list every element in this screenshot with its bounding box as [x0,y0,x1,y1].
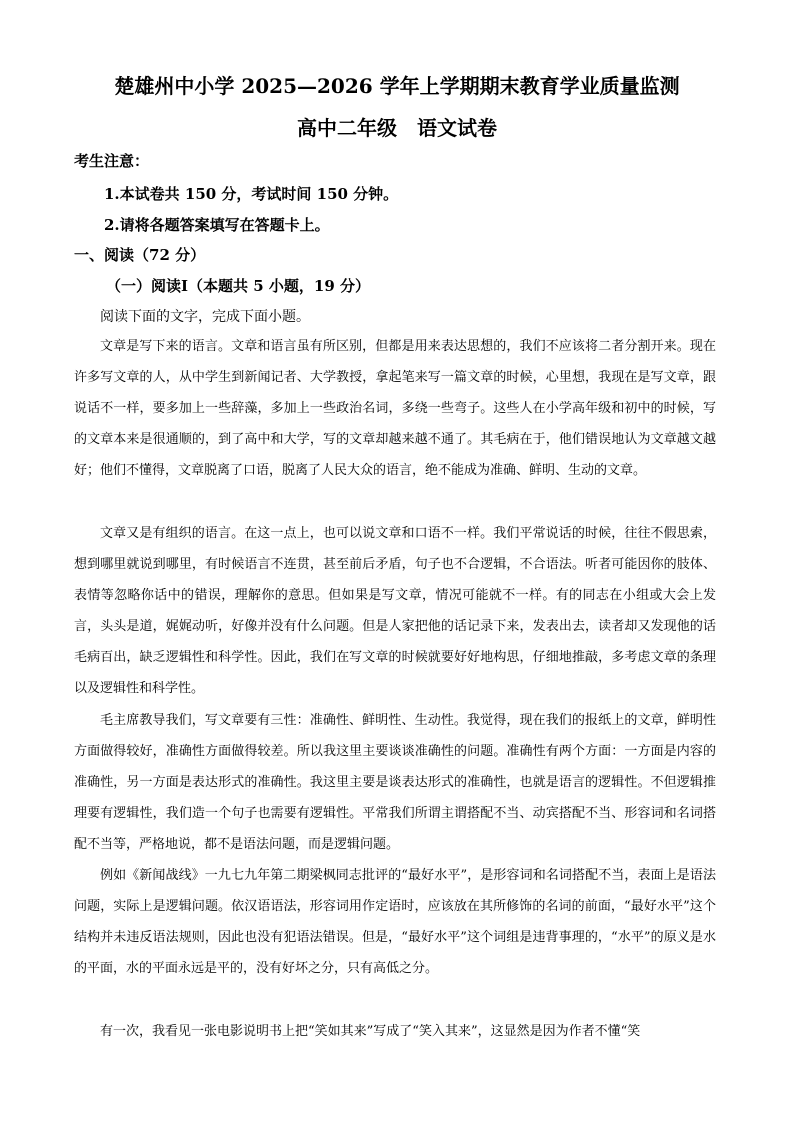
reading-instruction: 阅读下面的文字，完成下面小题。 [100,309,310,325]
passage-paragraph-3: 毛主席教导我们，写文章要有三性：准确性、鲜明性、生动性。我觉得，现在我们的报纸上的文章，鲜明性方面做得较好，准确性方面做得较差。所以我这里主要谈谈准确性的问题。准确性有两个方面：一方面是内容的准确性，另一方面是表达形式的准确性。我这里主要是谈表达形式的准确性，也就是语言的逻辑性。不但逻辑推理要有逻辑性，我们造一个句子也需要有逻辑性。平常我们所谓主谓搭配不当、动宾搭配不当、形容词和名词搭配不当等，严格地说，都不是语法问题，而是逻辑问题。 [74,713,716,852]
passage-paragraph-1: 文章是写下来的语言。文章和语言虽有所区别，但都是用来表达思想的，我们不应该将二者分割开来。现在许多写文章的人，从中学生到新闻记者、大学教授，拿起笔来写一篇文章的时候，心里想，我现在是写文章，跟说话不一样，要多加上一些辞藻，多加上一些政治名词，多绕一些弯子。这些人在小学高年级和初中的时候，写的文章本来是很通顺的，到了高中和大学，写的文章却越来越不通了。其毛病在于，他们错误地认为文章越文越好；他们不懂得，文章脱离了口语，脱离了人民大众的语言，绝不能成为准确、鲜明、生动的文章。 [74,339,716,478]
exam-title: 楚雄州中小学 2025—2026 学年上学期期末教育学业质量监测 [114,74,680,98]
notice-heading: 考生注意： [74,152,150,170]
notice-item-2: 2.请将各题答案填写在答题卡上。 [104,216,330,234]
sub-section-heading: （一）阅读Ⅰ（本题共 5 小题，19 分） [106,277,370,295]
exam-subtitle: 高中二年级 语文试卷 [297,116,497,140]
section-heading: 一、阅读（72 分） [74,246,206,264]
passage-paragraph-4: 例如《新闻战线》一九七九年第二期梁枫同志批评的“最好水平”，是形容词和名词搭配不当，表面上是语法问题，实际上是逻辑问题。依汉语语法，形容词用作定语时，应该放在其所修饰的名词的前面，“最好水平”这个结构并未违反语法规则，因此也没有犯语法错误。但是，“最好水平”这个词组是违背事理的，“水平”的原义是水的平面，水的平面永远是平的，没有好坏之分，只有高低之分。 [74,868,716,976]
passage-paragraph-5: 有一次，我看见一张电影说明书上把“笑如其来”写成了“笑入其来”，这显然是因为作者不懂“笑 [100,1024,641,1039]
notice-item-1: 1.本试卷共 150 分，考试时间 150 分钟。 [104,185,399,203]
passage-paragraph-2: 文章又是有组织的语言。在这一点上，也可以说文章和口语不一样。我们平常说话的时候，往往不假思索，想到哪里就说到哪里，有时候语言不连贯，甚至前后矛盾，句子也不合逻辑，不合语法。听者可能因你的肢体、表情等忽略你话中的错误，理解你的意思。但如果是写文章，情况可能就不一样。有的同志在小组或大会上发言，头头是道，娓娓动听，好像并没有什么问题。但是人家把他的话记录下来，发表出去，读者却又发现他的话毛病百出，缺乏逻辑性和科学性。因此，我们在写文章的时候就要好好地构思，仔细地推敲，多考虑文章的条理以及逻辑性和科学性。 [74,526,716,696]
